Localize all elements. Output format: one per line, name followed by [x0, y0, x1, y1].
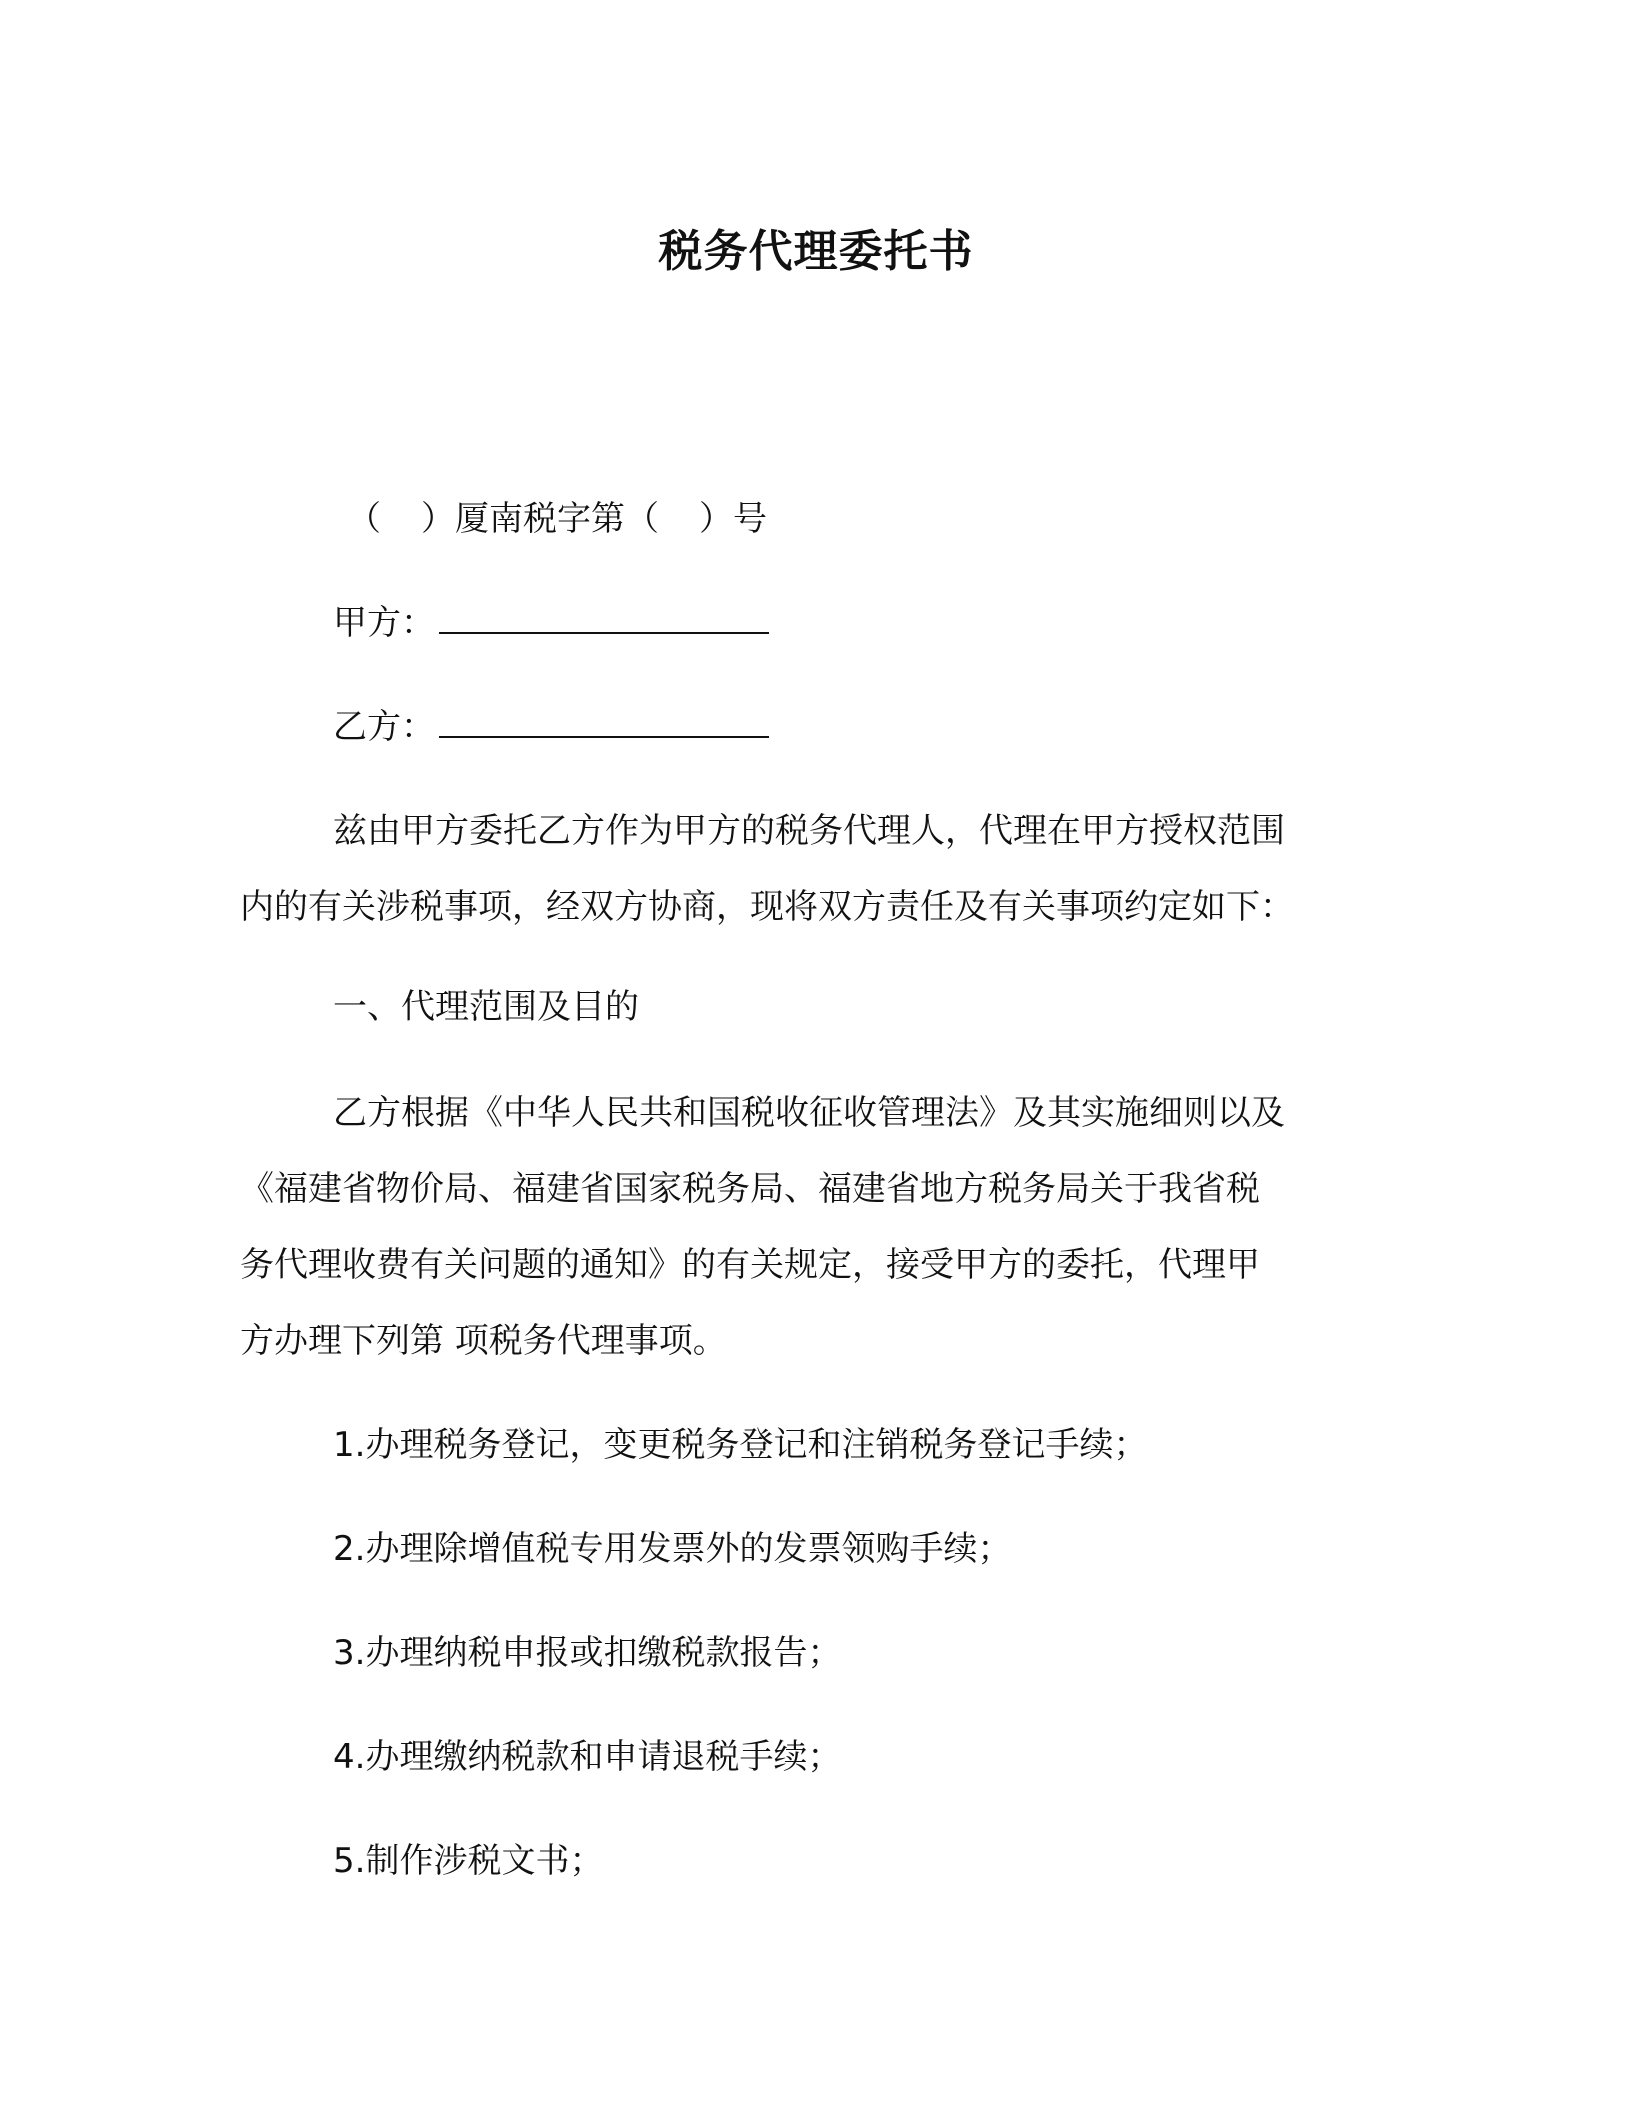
reference-number-line [347, 496, 767, 542]
party-b-line [333, 704, 769, 750]
list-item: 4.办理缴纳税款和申请退税手续； [333, 1737, 842, 1777]
list-item: 1.办理税务登记，变更税务登记和注销税务登记手续； [333, 1425, 1148, 1465]
list-item: 3.办理纳税申报或扣缴税款报告； [333, 1633, 842, 1673]
section-1-line-4: 方办理下列第 项税务代理事项。 [240, 1321, 727, 1361]
party-a-label: 甲方： [333, 603, 435, 643]
intro-line-1: 兹由甲方委托乙方作为甲方的税务代理人，代理在甲方授权范围 [333, 811, 1285, 851]
document-title: 税务代理委托书 [658, 226, 974, 277]
ref-middle-text: ）厦南税字第（ [421, 499, 659, 539]
intro-line-2: 内的有关涉税事项，经双方协商，现将双方责任及有关事项约定如下： [240, 887, 1294, 927]
list-item: 2.办理除增值税专用发票外的发票领购手续； [333, 1529, 1012, 1569]
party-b-blank [439, 706, 769, 738]
party-a-blank [439, 602, 769, 634]
section-1-line-1: 乙方根据《中华人民共和国税收征收管理法》及其实施细则以及 [333, 1093, 1285, 1133]
party-b-label: 乙方： [333, 707, 435, 747]
section-1-line-2: 《福建省物价局、福建省国家税务局、福建省地方税务局关于我省税 [240, 1169, 1260, 1209]
section-1-heading: 一、代理范围及目的 [333, 987, 639, 1027]
ref-end-text: ）号 [699, 499, 767, 539]
ref-open-paren: （ [347, 499, 381, 539]
section-1-line-3: 务代理收费有关问题的通知》的有关规定，接受甲方的委托，代理甲 [240, 1245, 1260, 1285]
party-a-line [333, 600, 769, 646]
list-item: 5.制作涉税文书； [333, 1841, 604, 1881]
